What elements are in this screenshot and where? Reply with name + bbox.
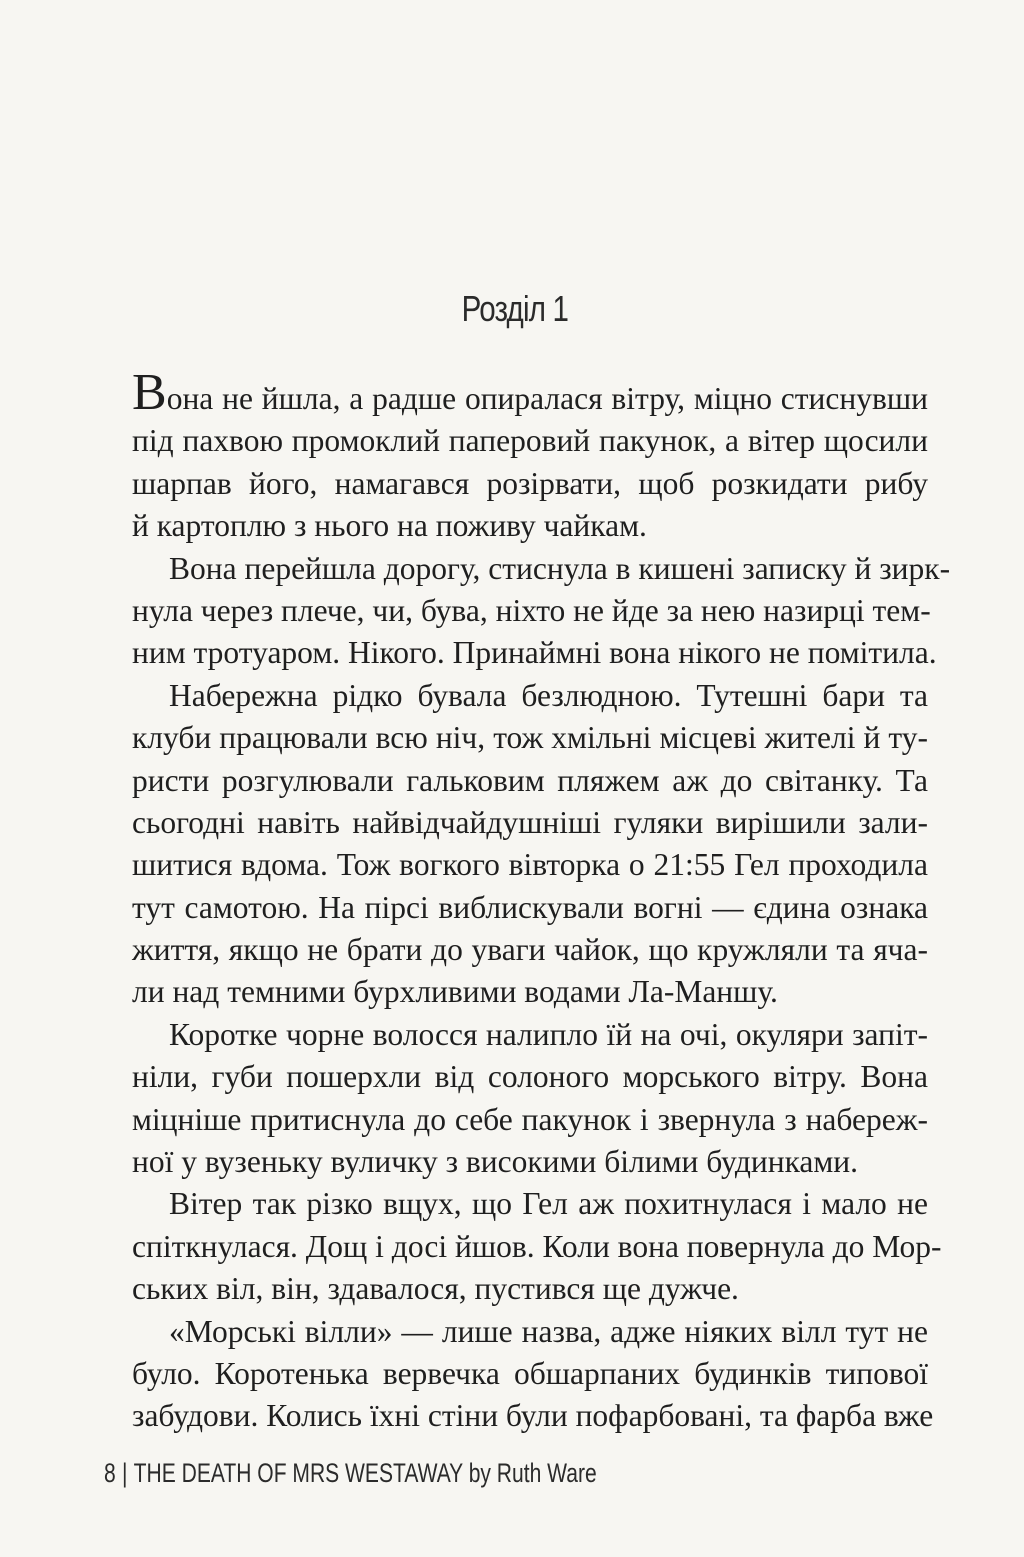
text-line: й картоплю з нього на поживу чайкам. [132, 508, 647, 544]
text-line: Вона перейшла дорогу, стиснула в кишені записку й зирк- [169, 550, 951, 586]
text-line: нула через плече, чи, бува, ніхто не йде за нею назирці тем- [132, 592, 931, 628]
book-title: THE DEATH OF MRS WESTAWAY [133, 1458, 463, 1488]
text-line: ної у вузеньку вуличку з високими білими будинками. [132, 1144, 859, 1180]
body-text [132, 364, 951, 1438]
page-number: 8 [104, 1458, 116, 1488]
text-line: під пахвою промоклий паперовий пакунок, а вітер щосили [132, 423, 928, 459]
text-line: клуби працювали всю ніч, тож хмільні місцеві жителі й ту- [132, 720, 928, 756]
drop-cap: В [132, 364, 167, 421]
text-line: ристи розгулювали гальковим пляжем аж до світанку. Та [132, 762, 928, 798]
text-line: Вітер так різко вщух, що Гел аж похитнулася і мало не [169, 1186, 928, 1222]
text-line: забудови. Колись їхні стіни були пофарбовані, та фарба вже [132, 1398, 934, 1434]
text-line: ли над темними бурхливими водами Ла-Маншу. [132, 974, 778, 1010]
text-line: тут самотою. На пірсі виблискували вогні — єдина ознака [132, 889, 928, 925]
book-author: by Ruth Ware [468, 1458, 597, 1488]
text-line: сьогодні навіть найвідчайдушніші гуляки вирішили зали- [132, 804, 928, 840]
text-line: ських віл, він, здавалося, пустився ще дужче. [132, 1271, 739, 1307]
text-line: шитися вдома. Тож вогкого вівторка о 21:55 Гел проходила [132, 847, 928, 883]
text-line: Коротке чорне волосся налипло їй на очі, окуляри запіт- [169, 1016, 928, 1052]
text-line: життя, якщо не брати до уваги чайок, що кружляли та яча- [132, 932, 928, 968]
page-footer [104, 1458, 597, 1489]
footer-separator: | [121, 1458, 128, 1488]
text-line: було. Коротенька вервечка обшарпаних будинків типової [132, 1355, 928, 1391]
text-line: Вона не йшла, а радше опиралася вітру, міцно стиснувши [132, 364, 928, 421]
text-line: міцніше притиснула до себе пакунок і звернула з набереж- [132, 1101, 928, 1137]
text-line: спіткнулася. Дощ і досі йшов. Коли вона повернула до Мор- [132, 1228, 942, 1264]
text-line: ніли, губи пошерхли від солоного морського вітру. Вона [132, 1059, 928, 1095]
text-line: «Морські вілли» — лише назва, адже ніяких вілл тут не [169, 1313, 928, 1349]
chapter-title: Розділ 1 [461, 288, 569, 329]
text-line: ним тротуаром. Нікого. Принаймні вона нікого не помітила. [132, 635, 937, 671]
text-line: шарпав його, намагався розірвати, щоб розкидати рибу [132, 465, 928, 501]
text-line: Набережна рідко бувала безлюдною. Тутешні бари та [169, 677, 928, 713]
